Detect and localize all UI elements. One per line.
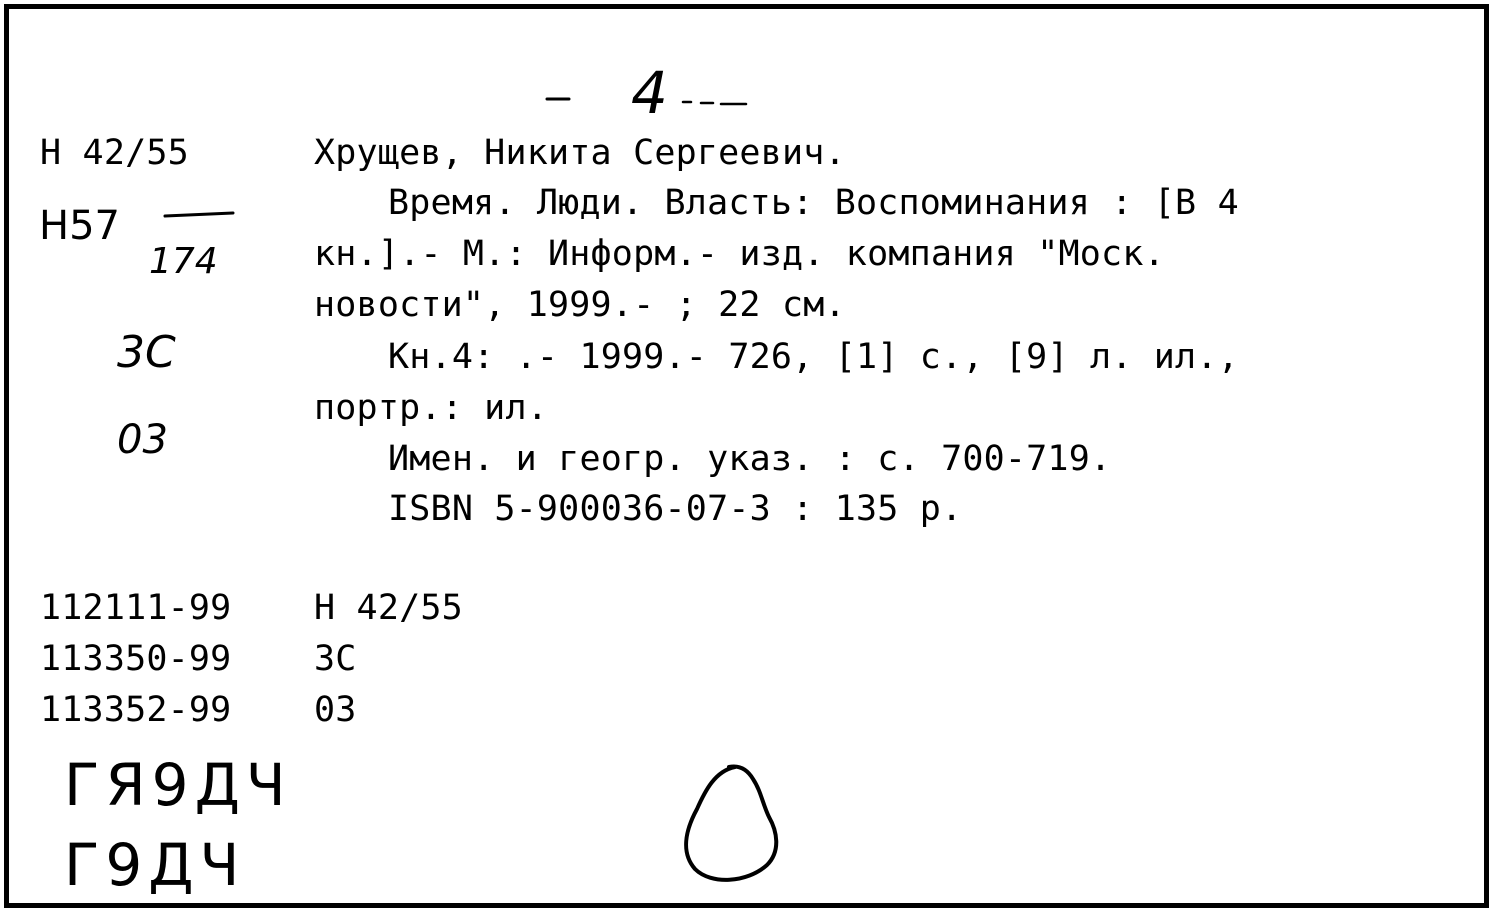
- svg-text:4: 4: [631, 59, 668, 127]
- volume-line: Кн.4: .- 1999.- 726, [1] с., [9] л. ил.,: [388, 337, 1239, 377]
- holding-location: Н 42/55: [314, 588, 463, 628]
- handwritten-code-03: 03: [117, 417, 168, 463]
- shelf-mark: Н 42/55: [40, 133, 189, 173]
- handwritten-footer-line: ГЯ9ДЧ: [64, 751, 292, 819]
- svg-text:174: 174: [149, 241, 218, 282]
- accession-number: 113352-99: [40, 690, 232, 730]
- accession-number: 112111-99: [40, 588, 232, 628]
- volume-line: портр.: ил.: [314, 388, 548, 428]
- isbn-price: ISBN 5-900036-07-3 : 135 р.: [388, 489, 963, 529]
- svg-text:Н57: Н57: [39, 203, 120, 249]
- hand-drawn-circle: [677, 761, 787, 891]
- page-number: [541, 59, 761, 127]
- accession-number: 113350-99: [40, 639, 232, 679]
- handwritten-footer-line: Г9ДЧ: [64, 831, 246, 899]
- title-line: новости", 1999.- ; 22 см.: [314, 285, 846, 325]
- handwritten-code-3c: 3С: [117, 327, 176, 378]
- holding-location: 03: [314, 690, 357, 730]
- title-line: кн.].- М.: Информ.- изд. компания "Моск.: [314, 234, 1165, 274]
- title-line: Время. Люди. Власть: Воспоминания : [В 4: [388, 183, 1239, 223]
- entry-heading: Хрущев, Никита Сергеевич.: [314, 133, 846, 173]
- index-note: Имен. и геогр. указ. : с. 700-719.: [388, 439, 1112, 479]
- catalog-card: [4, 4, 1489, 908]
- handwritten-author-mark: [37, 201, 247, 281]
- holding-location: 3С: [314, 639, 357, 679]
